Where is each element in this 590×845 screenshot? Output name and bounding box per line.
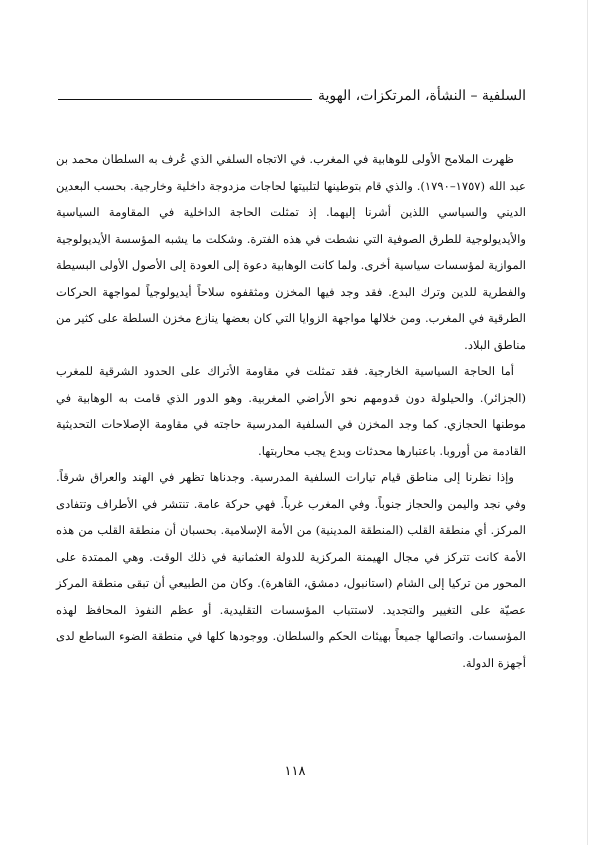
running-header [58, 88, 526, 104]
header-rule [58, 99, 312, 100]
paragraph-1: ظهرت الملامح الأولى للوهابية في المغرب. في الاتجاه السلفي الذي عُرف به السلطان محمد بن عبد الله (١٧٥٧–١٧٩٠). والذي قام بتوطينها لتلبيتها لحاجات مزدوجة داخلية وخارجية. بحسب البعدين الديني والسياسي اللذين أشرنا إليهما. إذ تمثلت الحاجة الداخلية في المقاومة السياسية والأيديولوجية للطرق الصوفية التي نشطت في هذه الفترة. وشكلت ما يشبه المؤسسة الأيديولوجية الموازية لمؤسسات سياسية أخرى. ولما كانت الوهابية دعوة إلى العودة إلى الأصول الأولى البسيطة والفطرية للدين وترك البدع. فقد وجد فيها المخزن ومثقفوه سلاحاً أيديولوجياً لمواجهة الحركات الطرقية في المغرب. ومن خلالها مواجهة الزوايا التي كان بعضها ينازع مخزن السلطة على كثير من مناطق البلاد. [56, 152, 526, 352]
paragraph-2: أما الحاجة السياسية الخارجية. فقد تمثلت في مقاومة الأتراك على الحدود الشرقية للمغرب (الجزائر). والحيلولة دون قدومهم نحو الأراضي المغربية. وهو الدور الذي قامت به الوهابية في موطنها الحجازي. كما وجد المخزن في السلفية المدرسية حاجته في مقاومة الإصلاحات التحديثية القادمة من أوروبا. باعتبارها محدثات وبدع يجب محاربتها. [56, 364, 526, 458]
paragraph-3: وإذا نظرنا إلى مناطق قيام تيارات السلفية المدرسية. وجدناها تظهر في الهند والعراق شرقاً. وفي نجد واليمن والحجاز جنوباً. وفي المغرب غرباً. فهي حركة عامة. تنتشر في الأطراف وتتفادى المركز. أي منطقة القلب (المنطقة المدينية) من الأمة الإسلامية. بحسبان أن منطقة القلب من هذه الأمة كانت تتركز في مجال الهيمنة المركزية للدولة العثمانية في ذلك الوقت. وهي الممتدة على المحور من تركيا إلى الشام (استانبول، دمشق، القاهرة). وكان من الطبيعي أن تبقى منطقة المركز عصيّة على التغيير والتجديد. لاستتباب المؤسسات التقليدية. أو عظم النفوذ المحافظ لهذه المؤسسات. واتصالها جميعاً بهيئات الحكم والسلطان. ووجودها كلها في منطقة الضوء الساطع لدى أجهزة الدولة. [56, 470, 526, 670]
running-header-title: السلفية – النشأة، المرتكزات، الهوية [317, 88, 526, 104]
page-edge [587, 0, 588, 845]
page-number: ١١٨ [284, 764, 306, 779]
body-text [56, 146, 526, 676]
